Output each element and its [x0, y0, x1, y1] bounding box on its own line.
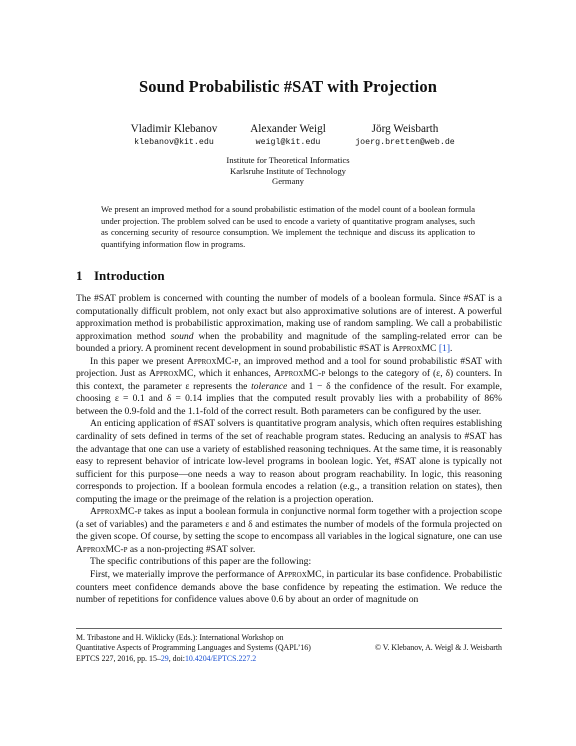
- author-name: Vladimir Klebanov: [130, 123, 218, 135]
- footer-line: [76, 654, 502, 664]
- tool-name: ApproxMC-p: [273, 368, 326, 380]
- affiliation-line: Germany: [272, 176, 304, 186]
- paper-title: Sound Probabilistic #SAT with Projection: [139, 77, 437, 96]
- author-email: klebanov@kit.edu: [134, 138, 214, 147]
- paragraph: [76, 506, 502, 556]
- text-run: when the probability and magnitude of the sampling-related error can be bounded a priory. A prominent recent development in sound probabilistic #SAT is: [76, 330, 502, 355]
- tool-name: ApproxMC: [149, 368, 194, 380]
- footer-text: M. Tribastone and H. Wiklicky (Eds.): International Workshop on: [76, 633, 284, 642]
- author-name: Jörg Weisbarth: [371, 123, 439, 135]
- text-run: takes as input a boolean formula in conjunctive normal form together with a projection scope (a set of variables) and the parameters ε and δ and estimates the number of models of the formula projected on the given scope. Of course, by setting the scope to encompass all variables in the logical signature, one can use: [76, 506, 502, 543]
- tool-name: ApproxMC: [392, 343, 437, 355]
- body-text: [76, 293, 502, 607]
- affiliation-line: Karlsruhe Institute of Technology: [230, 165, 346, 176]
- text-run: .: [450, 343, 453, 355]
- footer-text: EPTCS 227, 2016, pp. 15–: [76, 653, 161, 663]
- author-email: joerg.bretten@web.de: [355, 138, 455, 147]
- section-number: 1: [76, 268, 83, 283]
- text-run: In this paper we present: [90, 355, 187, 367]
- tool-name: ApproxMC-p: [90, 506, 142, 518]
- page-link[interactable]: 29: [160, 653, 169, 663]
- affiliation-line: Institute for Theoretical Informatics: [226, 155, 350, 165]
- author-name: Alexander Weigl: [250, 123, 326, 135]
- citation-link[interactable]: [1]: [438, 343, 451, 355]
- emphasis: sound: [170, 330, 194, 342]
- text-run: belongs to the category of (ε, δ) counters. In this context, the parameter ε represents the: [76, 368, 502, 392]
- tool-name: ApproxMC-p: [76, 543, 128, 555]
- affiliation: [0, 155, 576, 187]
- footer: [76, 633, 502, 664]
- author-email: weigl@kit.edu: [255, 138, 321, 147]
- copyright-notice: © V. Klebanov, A. Weigl & J. Weisbarth: [374, 643, 502, 653]
- text-run: , in particular its base confidence. Probabilistic counters meet confidence demands above the base confidence by repeating the estimation. We reduce the number of repetitions for confidence values above 0.6 by about an order of magnitude on: [76, 569, 503, 606]
- text-run: , which it enhances,: [193, 368, 274, 380]
- paragraph: An enticing application of #SAT solvers is quantitative program analysis, which often requires establishing cardinality of sets defined in terms of the set of reachable program states. Reducing an analysis to #SAT has the advantage that one can use a variety of established reasoning techniques. At the same time, it is reasonably easy to represent behavior of intricate low-level programs in boolean logic. Yet, #SAT alone is typically not sufficient for this purpose—one needs a way to reason about program reachability. In logic, this reasoning corresponds to projection. If a boolean formula encodes a relation (e.g., a transition relation on states), then computing the image or the preimage of the relation is a projection operation.: [76, 418, 502, 505]
- paragraph: [76, 569, 502, 607]
- text-run: and 1 − δ the confidence of the result. For example, choosing ε = 0.1 and δ = 0.14 implies that the computed result provably lies with a probability of 86% between the 0.9-fold and the 1.1-fold of the correct result. Both parameters can be configured by the user.: [76, 380, 502, 417]
- author-block: [340, 122, 470, 149]
- tool-name: ApproxMC-p: [186, 355, 239, 367]
- footer-text: , doi:: [168, 653, 185, 663]
- text-run: as a non-projecting #SAT solver.: [127, 543, 256, 555]
- section-title: Introduction: [94, 268, 165, 283]
- paragraph: The specific contributions of this paper are the following:: [90, 556, 312, 568]
- text-run: First, we materially improve the performance of: [90, 569, 278, 581]
- section-heading: [76, 268, 165, 284]
- emphasis: tolerance: [251, 380, 288, 392]
- footer-rule: [76, 628, 502, 629]
- paragraph: [76, 356, 502, 419]
- doi-link[interactable]: 10.4204/EPTCS.227.2: [184, 653, 257, 663]
- footer-text: Quantitative Aspects of Programming Languages and Systems (QAPL’16): [76, 643, 311, 653]
- author-block: [118, 122, 230, 149]
- text-run: , an improved method and a tool for sound probabilistic #SAT with projection. Just as: [76, 355, 502, 380]
- author-block: [232, 122, 344, 149]
- text-run: The #SAT problem is concerned with counting the number of models of a boolean formula. Since #SAT is a computationally difficult problem, not only exact but also approximative solutions are of interest. A powerful approximation method is probabilistic approximation, making use of random sampling. We call a probabilistic approximation method: [76, 293, 502, 342]
- footer-line: [76, 643, 502, 653]
- paragraph: [76, 293, 502, 356]
- abstract: We present an improved method for a sound probabilistic estimation of the model count of a boolean formula under projection. The problem solved can be used to encode a variety of quantitative program analyses, such as concerning security of resource consumption. We implement the technique and discuss its application to quantifying information flow in programs.: [101, 204, 475, 249]
- tool-name: ApproxMC: [277, 569, 322, 581]
- footer-line: [76, 633, 502, 643]
